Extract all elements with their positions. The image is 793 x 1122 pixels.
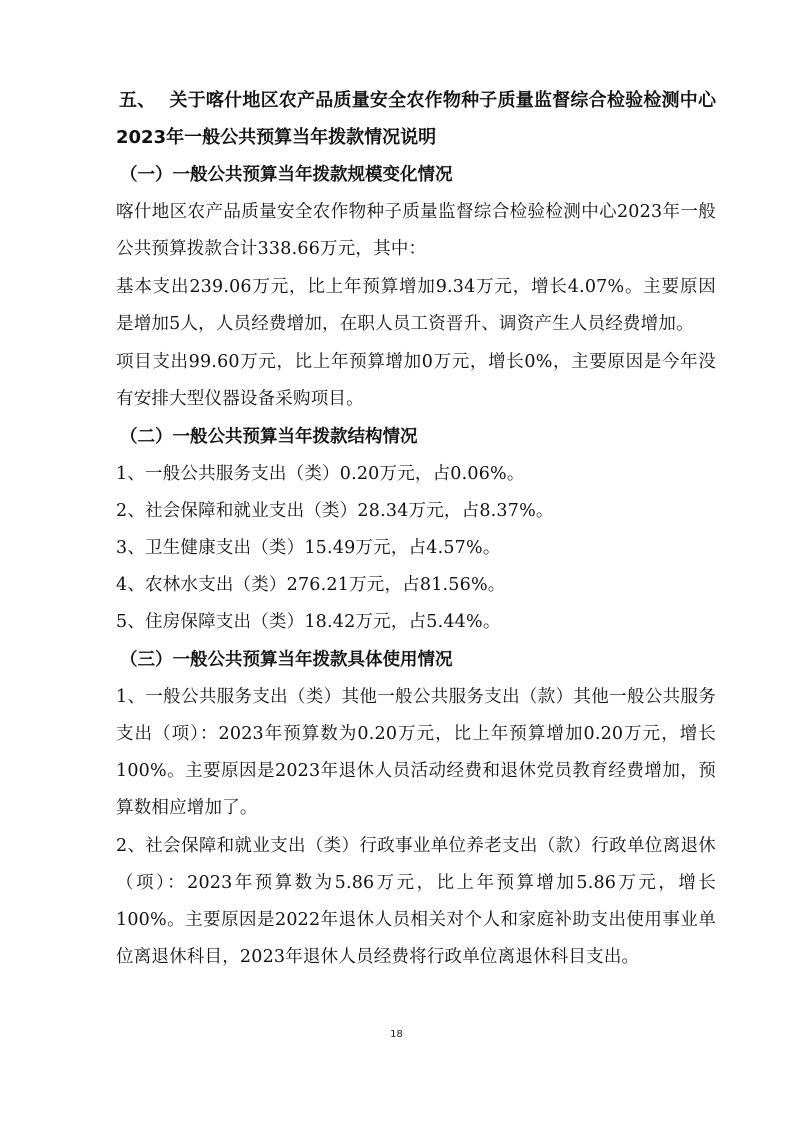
heading-text: 关于喀什地区农产品质量安全农作物种子质量监督综合检验检测中心2023年一般公共预算当年拨款情况说明 xyxy=(116,90,716,148)
section-3-title: （三）一般公共预算当年拨款具体使用情况 xyxy=(120,650,453,670)
heading-number: 五、 xyxy=(119,90,156,111)
paragraph: 基本支出239.06万元，比上年预算增加9.34万元，增长4.07%。主要原因是增加5人，人员经费增加，在职人员工资晋升、调资产生人员经费增加。 xyxy=(116,277,716,334)
paragraph: 1、一般公共服务支出（类）其他一般公共服务支出（款）其他一般公共服务支出（项）：2023年预算数为0.20万元，比上年预算增加0.20万元，增长100%。主要原因是2023年退休人员活动经费和退休党员教育经费增加，预算数相应增加了。 xyxy=(116,687,716,818)
page-number: 18 xyxy=(390,1029,403,1040)
list-item: 5、住房保障支出（类）18.42万元，占5.44%。 xyxy=(116,612,501,632)
list-item: 3、卫生健康支出（类）15.49万元，占4.57%。 xyxy=(116,538,501,558)
paragraph: 2、社会保障和就业支出（类）行政事业单位养老支出（款）行政单位离退休（项）：2023年预算数为5.86万元，比上年预算增加5.86万元，增长100%。主要原因是2022年退休人员相关对个人和家庭补助支出使用事业单位离退休科目，2023年退休人员经费将行政单位离退休科目支出。 xyxy=(116,836,716,967)
paragraph: 喀什地区农产品质量安全农作物种子质量监督综合检验检测中心2023年一般公共预算拨款合计338.66万元，其中： xyxy=(116,202,716,259)
list-item: 2、社会保障和就业支出（类）28.34万元，占8.37%。 xyxy=(116,501,554,521)
main-heading xyxy=(116,82,716,156)
section-2-title: （二）一般公共预算当年拨款结构情况 xyxy=(120,427,418,447)
list-item: 4、农林水支出（类）276.21万元，占81.56%。 xyxy=(116,575,506,595)
paragraph: 项目支出99.60万元，比上年预算增加0万元，增长0%，主要原因是今年没有安排大型仪器设备采购项目。 xyxy=(116,352,716,409)
list-item: 1、一般公共服务支出（类）0.20万元，占0.06%。 xyxy=(116,464,525,484)
document-body xyxy=(116,82,716,976)
section-1-title: （一）一般公共预算当年拨款规模变化情况 xyxy=(120,165,453,185)
